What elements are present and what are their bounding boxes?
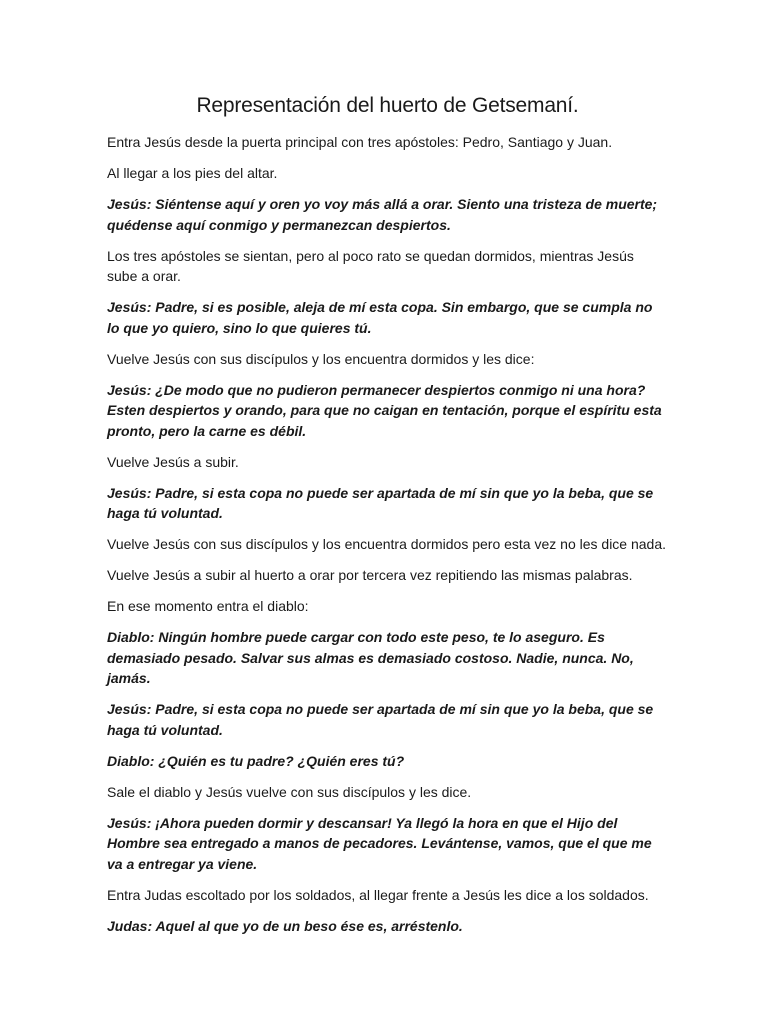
narration-paragraph: En ese momento entra el diablo:: [107, 598, 309, 614]
dialogue-paragraph: Jesús: ¡Ahora pueden dormir y descansar! Ya llegó la hora en que el Hijo del Hombre sea entregado a manos de pecadores. Levántense, vamos, que el que me va a entregar ya viene.: [107, 814, 652, 872]
narration-paragraph: Entra Jesús desde la puerta principal con tres apóstoles: Pedro, Santiago y Juan.: [107, 134, 613, 150]
narration-paragraph: Vuelve Jesús con sus discípulos y los encuentra dormidos pero esta vez no les dice nada.: [107, 536, 667, 552]
narration-paragraph: Sale el diablo y Jesús vuelve con sus discípulos y les dice.: [107, 783, 472, 800]
dialogue-paragraph: Jesús: Padre, si esta copa no puede ser apartada de mí sin que yo la beba, que se haga tú voluntad.: [107, 701, 654, 738]
dialogue-paragraph: Jesús: Siéntense aquí y oren yo voy más allá a orar. Siento una tristeza de muerte; quédense aquí conmigo y permanezcan despiertos.: [107, 196, 658, 233]
dialogue-paragraph: Jesús: Padre, si esta copa no puede ser apartada de mí sin que yo la beba, que se haga tú voluntad.: [107, 484, 654, 521]
document-title: Representación del huerto de Getsemaní.: [196, 94, 579, 117]
narration-paragraph: Entra Judas escoltado por los soldados, al llegar frente a Jesús les dice a los soldados.: [107, 886, 649, 903]
narration-paragraph: Vuelve Jesús a subir al huerto a orar por tercera vez repitiendo las mismas palabras.: [107, 567, 633, 583]
narration-paragraph: Los tres apóstoles se sientan, pero al poco rato se quedan dormidos, mientras Jesús sube a orar.: [107, 247, 634, 284]
dialogue-paragraph: Diablo: Ningún hombre puede cargar con todo este peso, te lo aseguro. Es demasiado pesado. Salvar sus almas es demasiado costoso. Nadie, nunca. No, jamás.: [107, 629, 634, 686]
dialogue-paragraph: Jesús: Padre, si es posible, aleja de mí esta copa. Sin embargo, que se cumpla no lo que yo quiero, sino lo que quieres tú.: [107, 299, 653, 336]
narration-paragraph: Al llegar a los pies del altar.: [107, 165, 278, 181]
dialogue-paragraph: Jesús: ¿De modo que no pudieron permanecer despiertos conmigo ni una hora? Esten despiertos y orando, para que no caigan en tentación, porque el espíritu esta pronto, pero la carne es débil.: [107, 381, 662, 439]
narration-paragraph: Vuelve Jesús con sus discípulos y los encuentra dormidos y les dice:: [107, 350, 535, 367]
dialogue-paragraph: Diablo: ¿Quién es tu padre? ¿Quién eres tú?: [107, 752, 405, 769]
dialogue-paragraph: Judas: Aquel al que yo de un beso ése es, arréstenlo.: [107, 917, 463, 934]
narration-paragraph: Vuelve Jesús a subir.: [107, 453, 239, 470]
